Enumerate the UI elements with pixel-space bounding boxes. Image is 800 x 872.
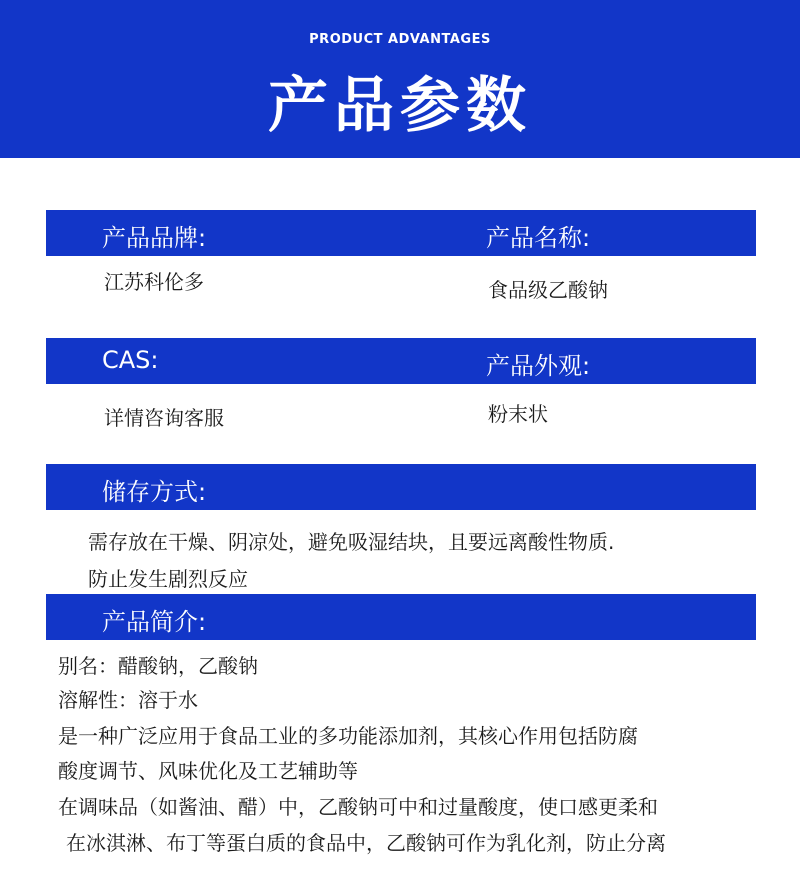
brand-name-bar: [46, 210, 756, 256]
brand-value: 江苏科伦多: [104, 270, 204, 294]
brand-label: 产品品牌:: [102, 224, 207, 252]
appearance-label: 产品外观:: [486, 352, 591, 380]
storage-line: 需存放在干燥、阴凉处，避免吸湿结块，且要远离酸性物质.: [88, 530, 615, 554]
storage-bar: [46, 464, 756, 510]
cas-appearance-bar: [46, 338, 756, 384]
page-title: 产品参数: [268, 71, 532, 141]
intro-bar: [46, 594, 756, 640]
appearance-value: 粉末状: [488, 402, 548, 426]
product-name-value: 食品级乙酸钠: [488, 278, 608, 302]
intro-line: 溶解性：溶于水: [58, 688, 198, 712]
cas-value: 详情咨询客服: [104, 406, 224, 430]
intro-line: 在调味品（如酱油、醋）中，乙酸钠可中和过量酸度，使口感更柔和: [58, 795, 658, 819]
cas-label: CAS:: [102, 346, 159, 374]
intro-line: 在冰淇淋、布丁等蛋白质的食品中，乙酸钠可作为乳化剂，防止分离: [66, 831, 666, 855]
intro-label: 产品简介:: [102, 608, 207, 636]
product-name-label: 产品名称:: [486, 224, 591, 252]
intro-line: 是一种广泛应用于食品工业的多功能添加剂，其核心作用包括防腐: [58, 724, 638, 748]
storage-line: 防止发生剧烈反应: [88, 567, 248, 591]
intro-line: 别名：醋酸钠，乙酸钠: [58, 654, 258, 678]
header-subtitle: PRODUCT ADVANTAGES: [309, 32, 491, 47]
storage-label: 储存方式:: [102, 478, 207, 506]
header-banner: [0, 0, 800, 158]
intro-line: 酸度调节、风味优化及工艺辅助等: [58, 759, 358, 783]
